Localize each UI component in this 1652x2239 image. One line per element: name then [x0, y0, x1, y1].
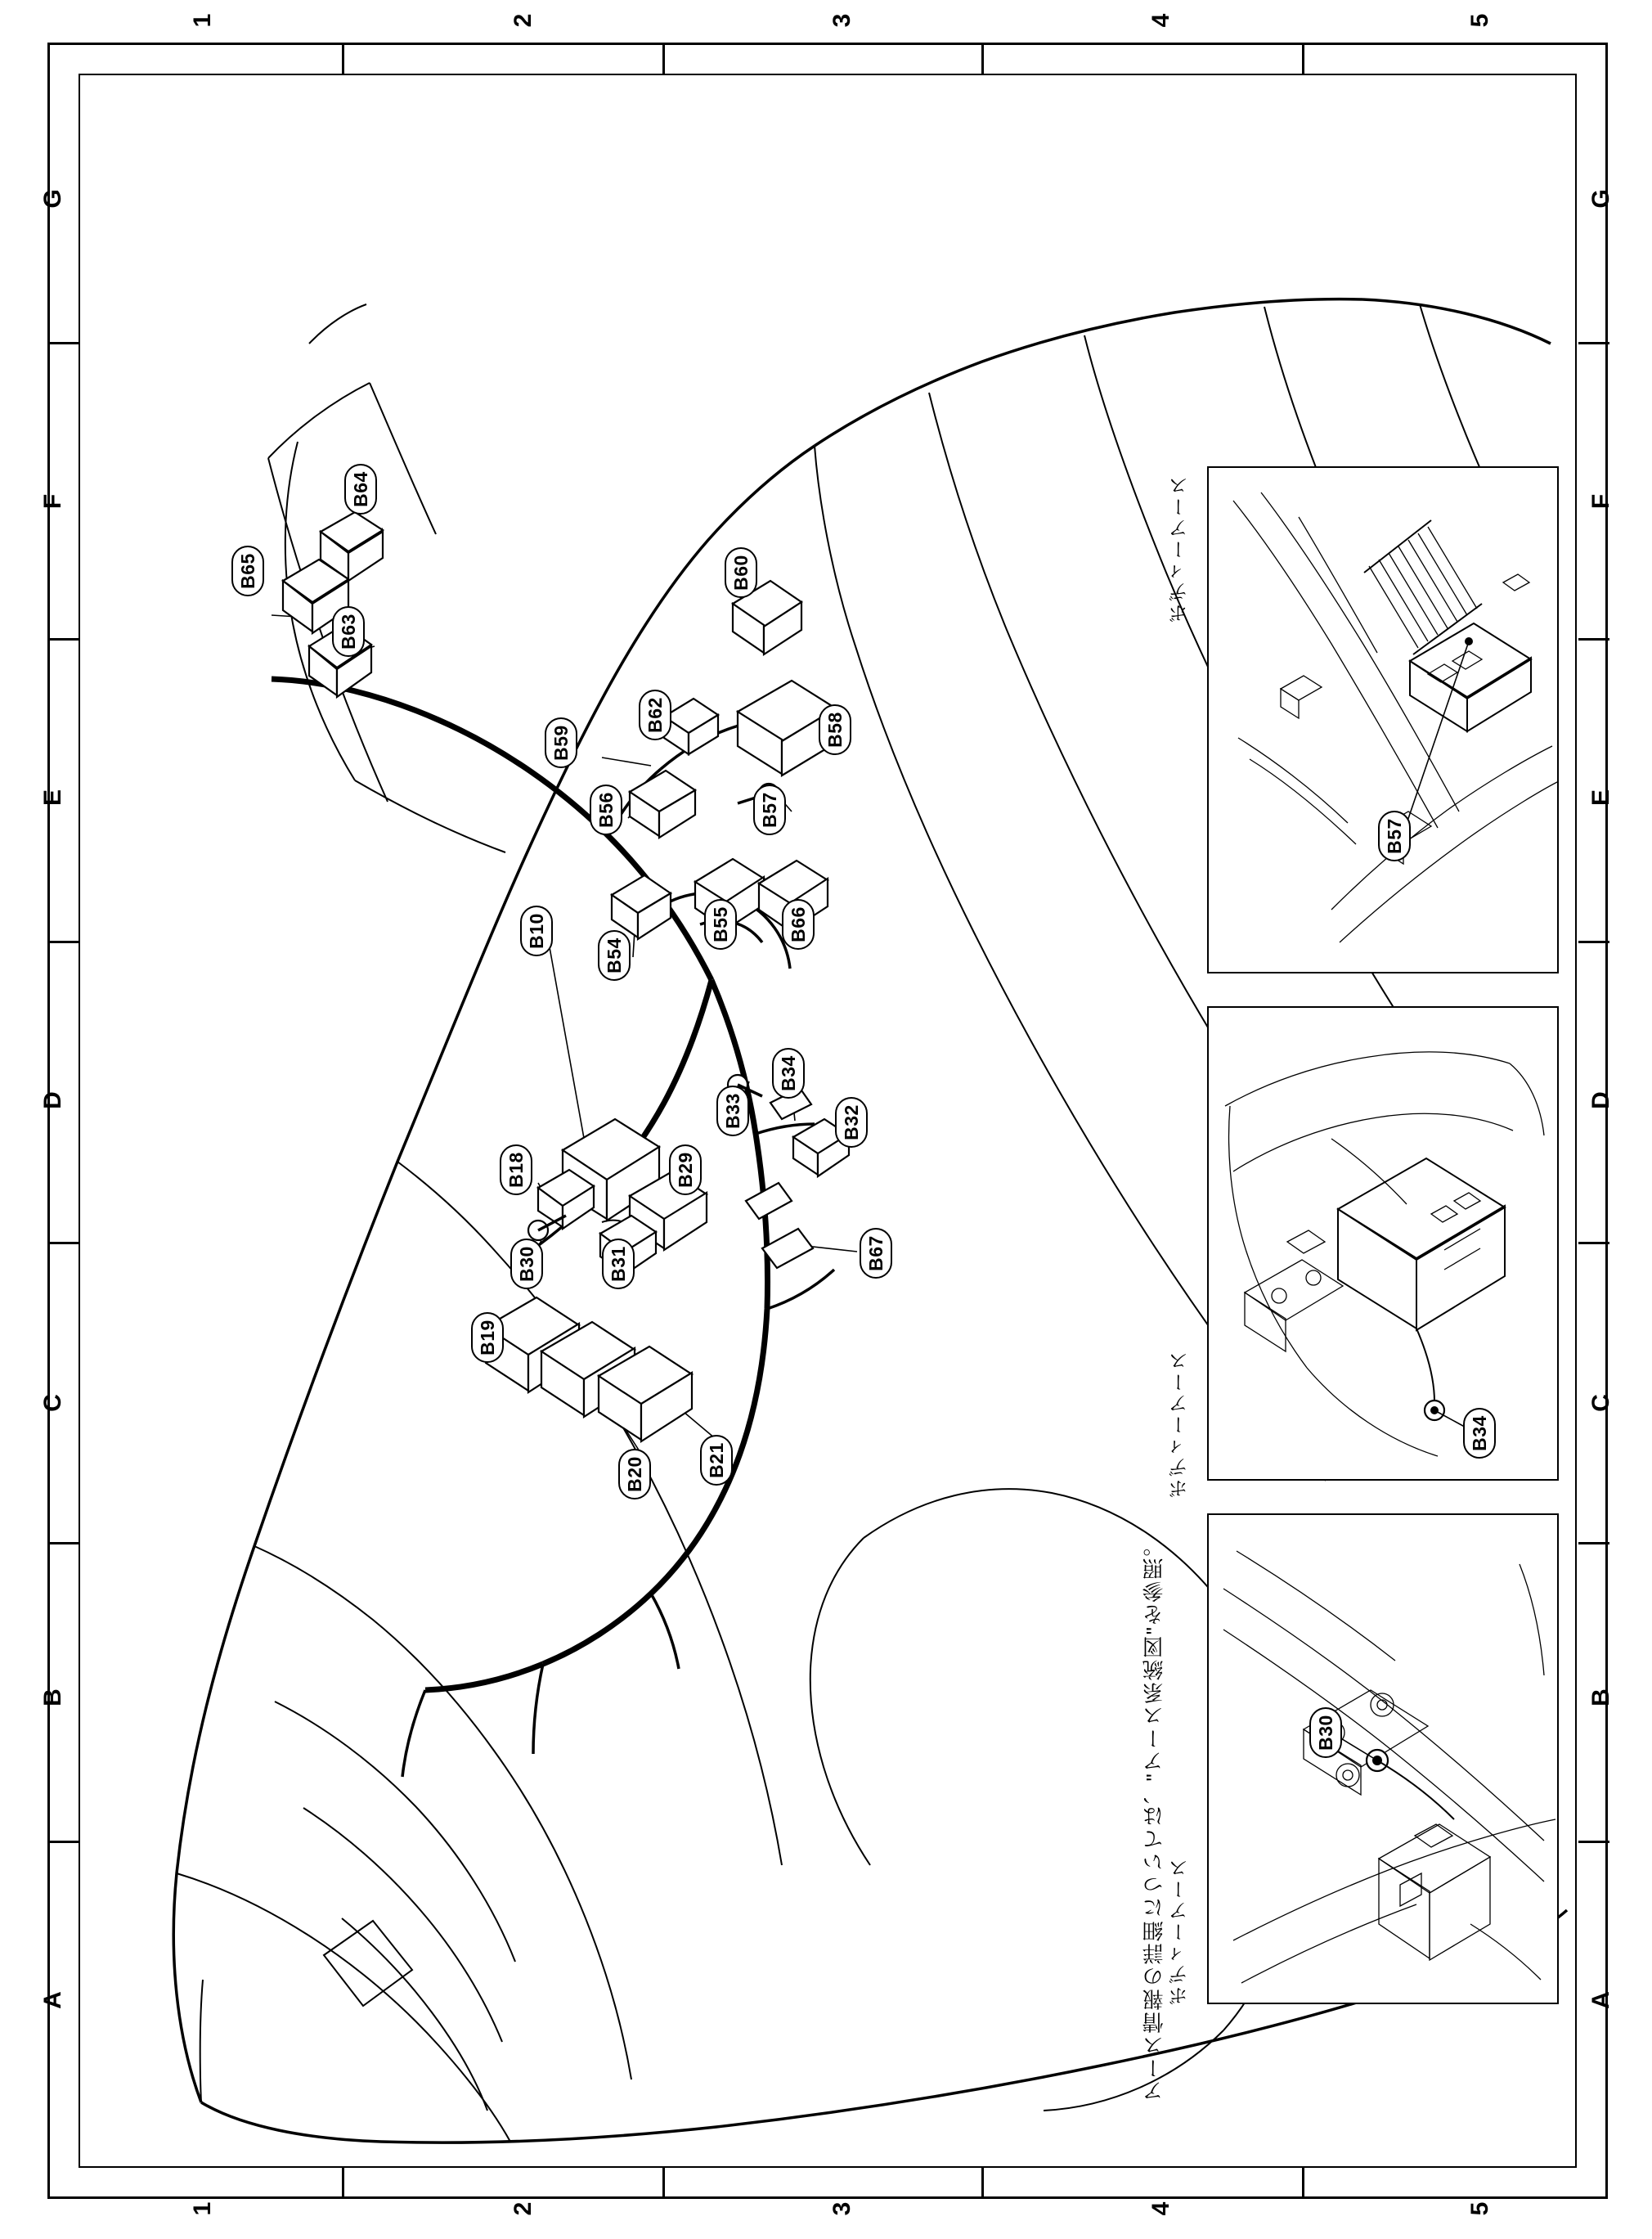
connector-label-b58[interactable]: B58: [819, 704, 851, 755]
grid-col-label-left-D: D: [39, 1091, 66, 1109]
connector-label-b31[interactable]: B31: [602, 1239, 635, 1289]
inset-b30-illustration: [1209, 1515, 1559, 2004]
connector-label-b30[interactable]: B30: [510, 1239, 543, 1289]
connector-label-b33[interactable]: B33: [716, 1086, 749, 1136]
connector-label-b62[interactable]: B62: [639, 690, 671, 740]
connector-label-b59[interactable]: B59: [545, 717, 577, 768]
connector-symbol-b54: [612, 875, 671, 939]
connector-label-b29[interactable]: B29: [669, 1144, 702, 1195]
connector-label-b21[interactable]: B21: [700, 1435, 733, 1486]
connector-label-b63[interactable]: B63: [332, 606, 365, 657]
grid-col-label-right-F: F: [1587, 493, 1614, 510]
grid-row-label-top-3: 3: [828, 13, 855, 28]
grid-tick: [662, 43, 665, 74]
grid-tick: [47, 941, 79, 943]
connector-label-b64[interactable]: B64: [344, 464, 377, 515]
grid-row-label-top-5: 5: [1466, 13, 1493, 28]
connector-label-b18[interactable]: B18: [500, 1144, 532, 1195]
grid-row-label-bottom-2: 2: [510, 2201, 536, 2216]
grid-row-label-top-4: 4: [1147, 13, 1174, 28]
grid-tick: [662, 2168, 665, 2199]
grid-tick: [981, 43, 984, 74]
grid-row-label-bottom-4: 4: [1147, 2201, 1174, 2216]
grid-tick: [47, 1841, 79, 1843]
grid-col-label-left-F: F: [39, 493, 66, 510]
grid-col-label-right-A: A: [1587, 1991, 1614, 2009]
grid-col-label-right-G: G: [1587, 189, 1614, 209]
connector-label-b10[interactable]: B10: [520, 906, 553, 956]
grid-tick: [1578, 941, 1609, 943]
connector-label-b55[interactable]: B55: [704, 899, 737, 950]
connector-label-b19[interactable]: B19: [471, 1312, 504, 1363]
connector-label-b66[interactable]: B66: [782, 899, 815, 950]
connector-label-b65[interactable]: B65: [231, 546, 264, 596]
grid-tick: [47, 638, 79, 641]
grid-tick: [981, 2168, 984, 2199]
grid-tick: [47, 1542, 79, 1544]
inset-b34-illustration: [1209, 1008, 1559, 1481]
grid-tick: [47, 1242, 79, 1244]
connector-label-b60[interactable]: B60: [725, 547, 757, 598]
connector-label-b54[interactable]: B54: [598, 930, 631, 981]
connector-label-b57[interactable]: B57: [753, 785, 786, 835]
connector-label-b32[interactable]: B32: [835, 1097, 868, 1148]
inset-tv-tuner-illustration: [1209, 468, 1559, 973]
connector-label-b20[interactable]: B20: [618, 1449, 651, 1499]
grid-tick: [1302, 43, 1304, 74]
grid-row-label-bottom-5: 5: [1466, 2201, 1493, 2216]
grid-col-label-right-E: E: [1587, 789, 1614, 807]
grid-tick: [47, 342, 79, 344]
grid-col-label-left-E: E: [39, 789, 66, 807]
connector-label-b56[interactable]: B56: [590, 785, 622, 835]
grid-col-label-right-B: B: [1587, 1688, 1614, 1706]
grid-row-label-top-1: 1: [189, 13, 216, 28]
inset-connector-label-b57[interactable]: B57: [1378, 811, 1411, 861]
connector-symbol-b67: [746, 1183, 813, 1268]
inset-b34-ground-caption: ボディーアース: [1169, 1350, 1192, 1499]
inset-tv-tuner: [1207, 466, 1559, 973]
grid-tick: [342, 2168, 344, 2199]
grid-tick: [1578, 1242, 1609, 1244]
grid-col-label-right-C: C: [1587, 1394, 1614, 1412]
grid-tick: [1578, 342, 1609, 344]
vehicle-harness-diagram: [79, 74, 1577, 2168]
grid-row-label-bottom-1: 1: [189, 2201, 216, 2216]
grid-tick: [1302, 2168, 1304, 2199]
inset-body-ground-b30: [1207, 1513, 1559, 2004]
connector-label-b67[interactable]: B67: [860, 1228, 892, 1279]
grid-col-label-left-A: A: [39, 1991, 66, 2009]
inset-connector-label-b30[interactable]: B30: [1309, 1707, 1342, 1758]
grid-col-label-left-G: G: [39, 189, 66, 209]
grid-row-label-top-2: 2: [510, 13, 536, 28]
grid-row-label-bottom-3: 3: [828, 2201, 855, 2216]
grid-tick: [342, 43, 344, 74]
ground-reference-note: アース情報の詳細については、"アース系統図"を参照。: [1142, 1534, 1166, 2102]
connector-label-b34[interactable]: B34: [772, 1048, 805, 1099]
grid-tick: [1578, 638, 1609, 641]
grid-col-label-left-B: B: [39, 1688, 66, 1706]
grid-tick: [1578, 1542, 1609, 1544]
inset-tv-tuner-ground-caption: ボディーアース: [1169, 474, 1192, 623]
grid-tick: [1578, 1841, 1609, 1843]
inset-body-ground-b34: [1207, 1006, 1559, 1481]
connector-symbol-b56: [630, 771, 695, 838]
inset-b30-ground-caption: ボディーアース: [1169, 1857, 1192, 2006]
connector-symbol-b62: [664, 699, 718, 754]
inset-tv-tuner-component-caption: [1573, 695, 1577, 830]
inset-connector-label-b34[interactable]: B34: [1463, 1408, 1496, 1459]
grid-col-label-right-D: D: [1587, 1091, 1614, 1109]
grid-col-label-left-C: C: [39, 1394, 66, 1412]
